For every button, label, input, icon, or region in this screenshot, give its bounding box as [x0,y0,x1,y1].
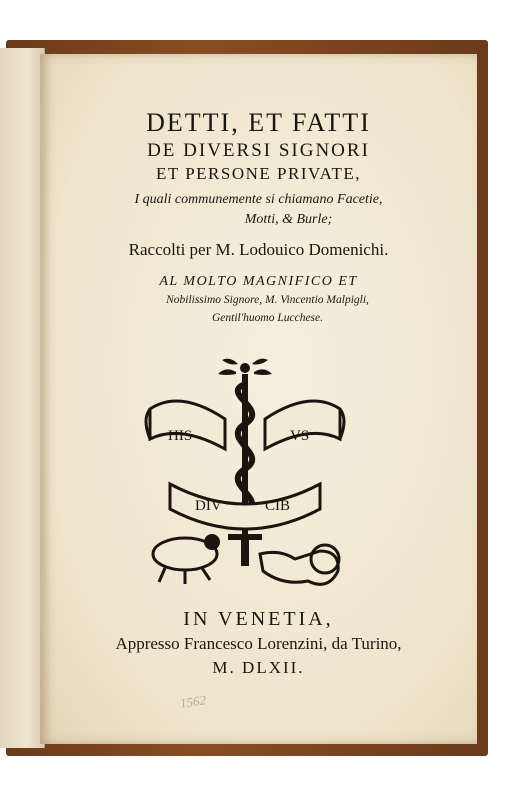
imprint-year: M. DLXII. [212,658,305,677]
left-leaf [0,48,45,748]
dedication-line-2: Nobilissimo Signore, M. Vincentio Malpigli, [166,294,369,306]
serpent-icon [238,384,252,514]
printers-device-woodcut [140,354,350,594]
title-line-3: ET PERSONE PRIVATE, [156,164,361,183]
ribbon-text-bottom-left: DIV [195,498,222,514]
book [0,40,490,760]
ribbon-text-bottom-right: CIB [265,498,291,514]
title-line-2: DE DIVERSI SIGNORI [147,140,370,161]
laurel-wreath-icon [218,359,272,375]
imprint-city: IN VENETIA, [183,608,334,630]
title-line-1: DETTI, ET FATTI [146,108,371,137]
imprint-publisher: Appresso Francesco Lorenzini, da Turino, [115,634,402,653]
dedication-line-3: Gentil'huomo Lucchese. [211,312,324,324]
subtitle-line-1: I quali communemente si chiamano Facetie, [134,192,383,207]
subtitle-line-2: Motti, & Burle; [244,212,333,227]
ribbon-text-right: VS [290,428,310,444]
author-line: Raccolti per M. Lodouico Domenichi. [128,240,389,259]
lamb-icon [153,534,220,584]
ribbon-text-left: HIS [168,428,193,444]
hand-from-cloud-icon [260,545,339,584]
pencil-annotation: 1562 [179,692,207,711]
dedication-line-1: AL MOLTO MAGNIFICO ET [159,274,358,289]
title-page [40,54,477,744]
